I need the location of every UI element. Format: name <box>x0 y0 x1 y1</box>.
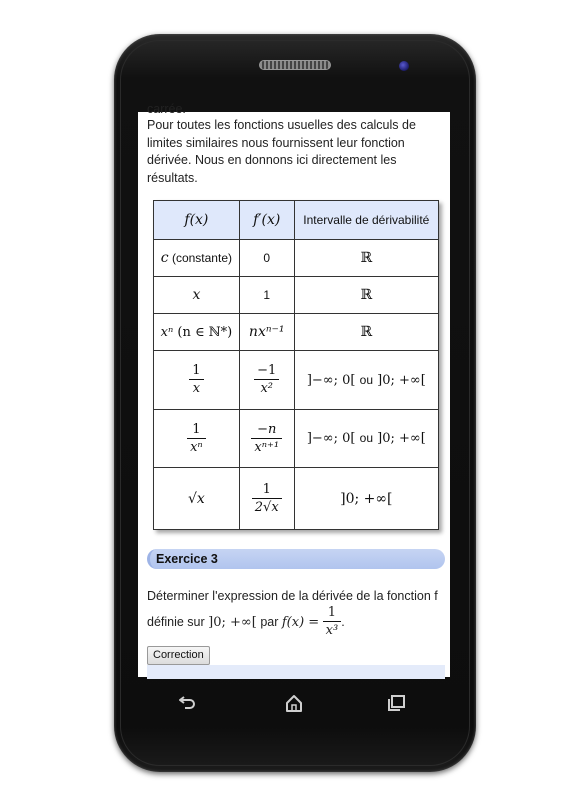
cell-fprime: 1 <box>239 277 294 314</box>
truncated-top-line: carrée. <box>147 102 186 116</box>
denominator: xⁿ <box>190 439 203 455</box>
numerator: 1 <box>252 481 282 499</box>
denominator: x <box>192 381 201 396</box>
fraction <box>187 421 206 457</box>
fraction <box>251 421 282 457</box>
recent-apps-icon[interactable] <box>386 694 406 712</box>
cell-interval: ℝ <box>294 277 438 314</box>
intro-text <box>147 102 443 187</box>
numerator: −1 <box>254 362 279 380</box>
cell-interval: ]0; +∞[ <box>294 468 438 530</box>
table-row <box>154 410 439 468</box>
table-row <box>154 468 439 530</box>
exercise-fraction <box>323 604 345 640</box>
cell-interval <box>294 351 438 410</box>
exercise-title: Exercice 3 <box>147 549 445 569</box>
phone-screen[interactable] <box>138 102 450 677</box>
cell-fprime <box>239 410 294 468</box>
table-row <box>154 240 439 277</box>
back-icon[interactable] <box>178 694 198 712</box>
f-extra: (n ∈ ℕ*) <box>173 324 233 340</box>
denominator: 2√x <box>254 499 279 515</box>
exercise-par: par <box>260 615 279 629</box>
cell-fprime: 0 <box>239 240 294 277</box>
header-fprime: f′(x) <box>239 201 294 240</box>
f-main: c <box>160 250 169 266</box>
correction-panel-partial <box>147 665 445 679</box>
interval-a: ]−∞; 0[ <box>306 372 356 388</box>
numerator: 1 <box>187 421 206 439</box>
fraction <box>189 362 203 398</box>
interval-a: ]−∞; 0[ <box>306 431 356 446</box>
f-extra: (constante) <box>168 251 232 265</box>
table-row <box>154 351 439 410</box>
cell-fprime: nxⁿ⁻¹ <box>239 314 294 351</box>
exercise-line-2 <box>147 605 445 639</box>
fraction <box>254 362 279 398</box>
table-row <box>154 277 439 314</box>
interval-or: ou <box>359 372 373 387</box>
header-fx: f(x) <box>154 201 240 240</box>
android-nav-bar <box>114 680 476 726</box>
numerator: 1 <box>189 362 203 380</box>
page-content[interactable] <box>138 102 450 677</box>
cell-fprime <box>239 468 294 530</box>
interval-or: ou <box>359 431 373 445</box>
correction-button[interactable]: Correction <box>147 646 210 665</box>
cell-fprime <box>239 351 294 410</box>
speaker-grille <box>259 60 331 70</box>
table-row <box>154 314 439 351</box>
exercise-domain: ]0; +∞[ <box>208 614 257 630</box>
numerator: −n <box>251 421 282 439</box>
exercise-line-1 <box>147 587 445 605</box>
cell-f: √x <box>154 468 240 530</box>
cell-interval: ℝ <box>294 314 438 351</box>
home-icon[interactable] <box>284 694 304 712</box>
exercise-fx: f(x) = <box>281 614 320 630</box>
exercise-prefix: définie sur <box>147 615 205 629</box>
table-header-row <box>154 201 439 240</box>
exercise-statement: Déterminer l'expression de la dérivée de la fonction f <box>147 589 438 603</box>
cell-f <box>154 240 240 277</box>
denominator: x² <box>260 381 273 396</box>
fraction <box>252 481 282 517</box>
numerator: 1 <box>323 604 342 622</box>
cell-f: x <box>154 277 240 314</box>
denominator: x³ <box>325 623 339 638</box>
header-interval: Intervalle de dérivabilité <box>294 201 438 240</box>
exercise-end: . <box>341 615 345 629</box>
cell-f <box>154 410 240 468</box>
f-main: xⁿ <box>160 324 174 340</box>
interval-b: ]0; +∞[ <box>377 372 426 388</box>
interval-b: ]0; +∞[ <box>377 431 426 446</box>
cell-interval <box>294 410 438 468</box>
cell-f <box>154 351 240 410</box>
intro-paragraph: Pour toutes les fonctions usuelles des calculs de limites similaires nous fournissent leur fonction dérivée. Nous en donnons ici directement les résultats. <box>147 118 416 185</box>
derivatives-table <box>153 200 439 530</box>
cell-interval: ℝ <box>294 240 438 277</box>
cell-f <box>154 314 240 351</box>
front-camera <box>399 61 409 71</box>
denominator: xⁿ⁺¹ <box>254 439 280 455</box>
